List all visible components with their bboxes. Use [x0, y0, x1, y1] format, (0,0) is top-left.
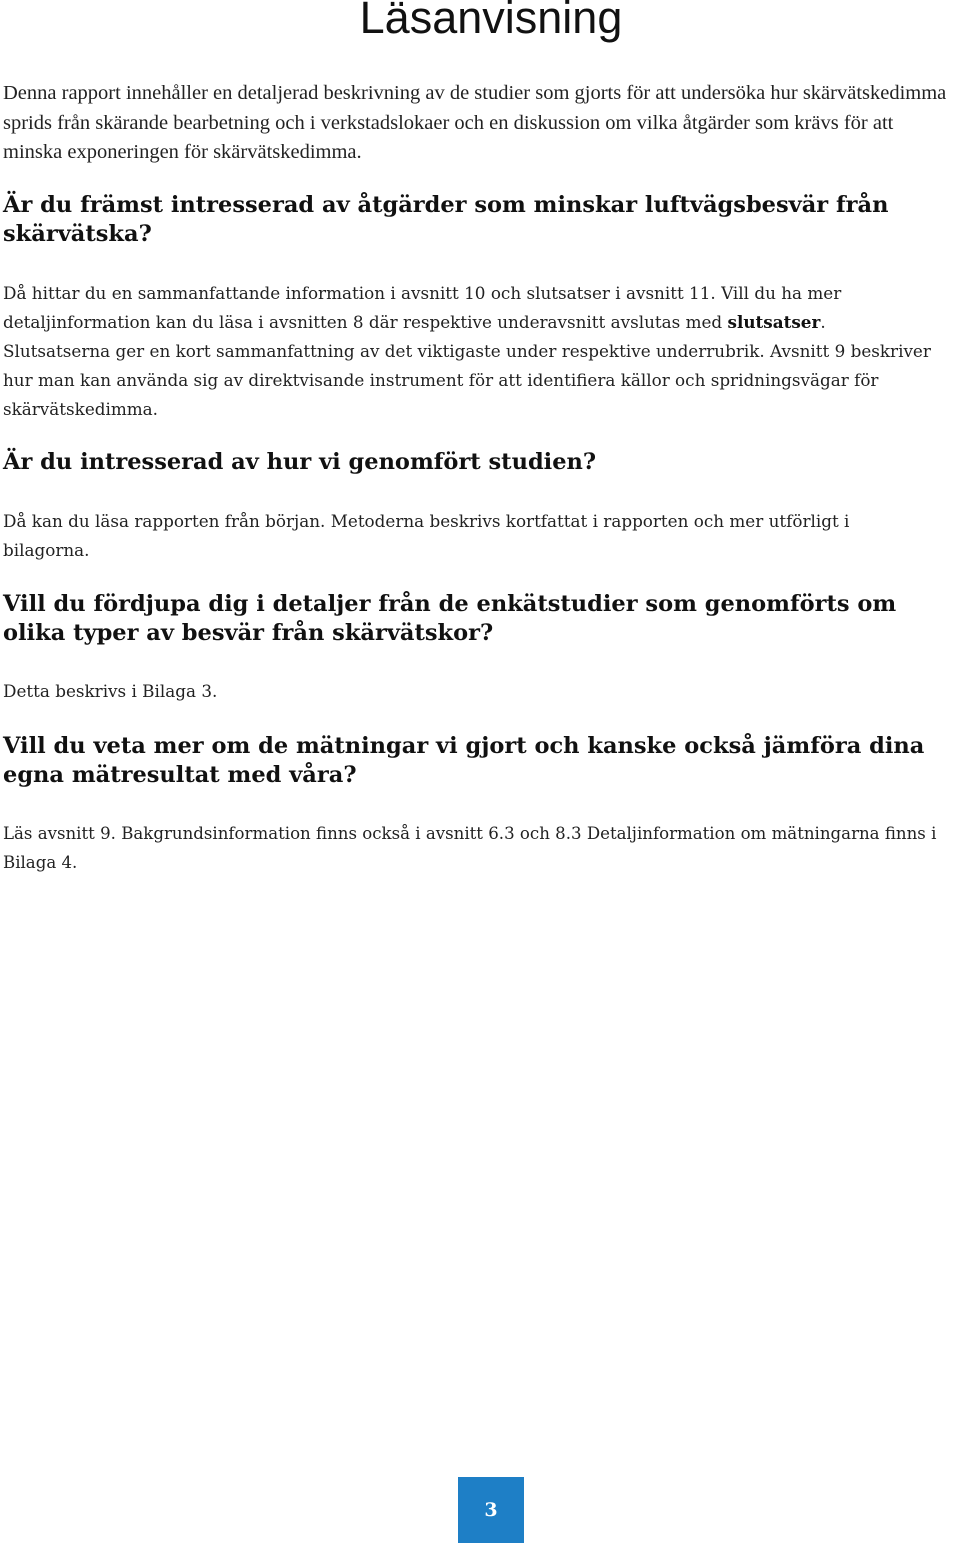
section-body-measurements: Läs avsnitt 9. Bakgrundsinformation finns också i avsnitt 6.3 och 8.3 Detaljinformation om mätningarna finns i Bilaga 4. — [3, 824, 937, 872]
section-body-method: Då kan du läsa rapporten från början. Metoderna beskrivs kortfattat i rapporten och mer utförligt i bilagorna. — [3, 511, 850, 560]
section-body-measures-bold: slutsatser — [727, 312, 821, 332]
section-heading-method: Är du intresserad av hur vi genomfört studien? — [3, 449, 597, 475]
intro-paragraph: Denna rapport innehåller en detaljerad beskrivning av de studier som gjorts för att undersöka hur skärvätskedimma sprids från skärande bearbetning och i verkstadslokaer och en diskussion om vilka åtgärder som krävs för att minska exponeringen för skärvätskedimma. — [3, 82, 947, 163]
section-body-measures-text-2: . Slutsatserna ger en kort sammanfattning av det viktigaste under respektive underrubrik. Avsnitt 9 beskriver hur man kan använda sig av direktvisande instrument för att identifiera källor och spridningsvägar för skärvätskedimma. — [3, 312, 931, 419]
page-number: 3 — [484, 1499, 498, 1521]
section-heading-measurements: Vill du veta mer om de mätningar vi gjort och kanske också jämföra dina egna mätresultat med våra? — [3, 733, 925, 788]
section-body-measures — [3, 279, 933, 424]
page-number-badge — [458, 1477, 524, 1543]
section-body-survey: Detta beskrivs i Bilaga 3. — [3, 681, 218, 701]
section-heading-measures: Är du främst intresserad av åtgärder som minskar luftvägsbesvär från skärvätska? — [3, 192, 889, 247]
page-title: Läsanvisning — [359, 0, 623, 43]
section-body-measures-text-1: Då hittar du en sammanfattande information i avsnitt 10 och slutsatser i avsnitt 11. Vill du ha mer detaljinformation kan du läsa i avsnitten 8 där respektive underavsnitt avslutas med — [3, 283, 842, 332]
section-heading-survey: Vill du fördjupa dig i detaljer från de enkätstudier som genomförts om olika typer av besvär från skärvätskor? — [3, 591, 897, 646]
